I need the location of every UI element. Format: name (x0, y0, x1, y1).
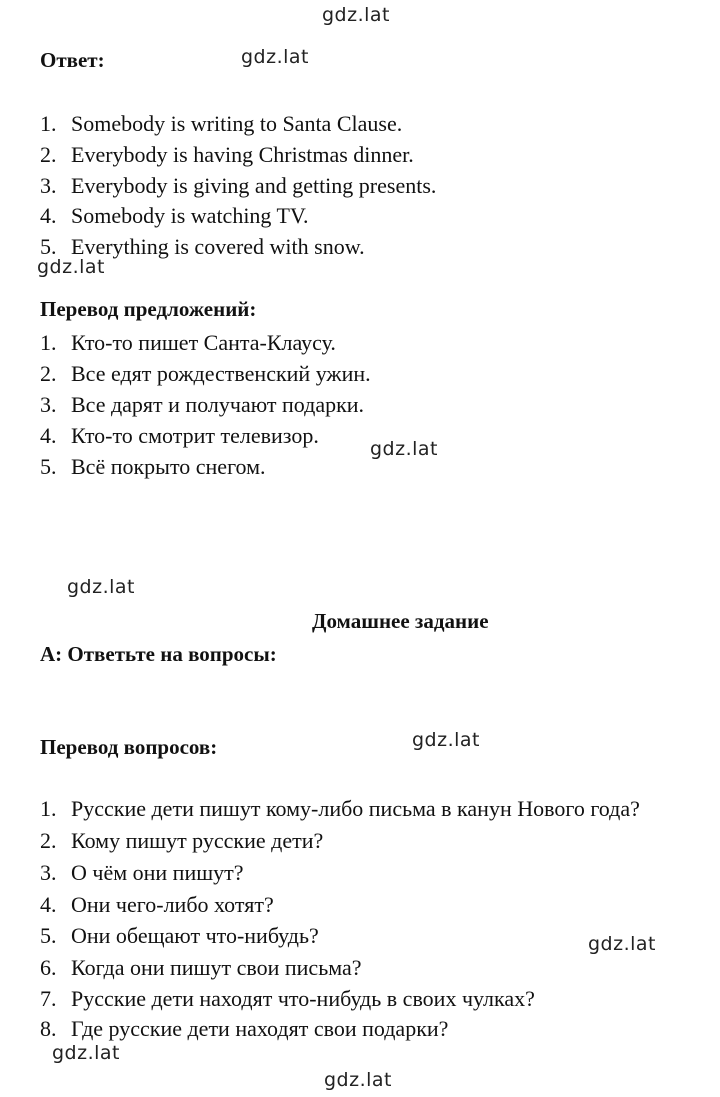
item-text: Где русские дети находят свои подарки? (71, 1016, 449, 1041)
item-text: Somebody is watching TV. (71, 203, 309, 228)
item-number: 5. (40, 234, 57, 259)
list-item (40, 173, 436, 199)
homework-title: Домашнее задание (312, 609, 489, 633)
item-text: Everything is covered with snow. (71, 234, 365, 259)
item-text: Русские дети пишут кому-либо письма в канун Нового года? (71, 796, 640, 821)
item-text: Кто-то пишет Санта-Клаусу. (71, 330, 336, 355)
item-number: 5. (40, 454, 57, 479)
item-number: 4. (40, 203, 57, 228)
list-item (40, 330, 336, 356)
list-item (40, 234, 365, 260)
item-number: 4. (40, 892, 57, 917)
item-number: 3. (40, 860, 57, 885)
item-number: 2. (40, 142, 57, 167)
list-item (40, 454, 266, 480)
watermark: gdz.lat (37, 256, 106, 278)
item-text: Кто-то смотрит телевизор. (71, 423, 319, 448)
list-item (40, 860, 244, 886)
watermark: gdz.lat (241, 46, 310, 68)
watermark: gdz.lat (322, 4, 391, 26)
list-item (40, 111, 402, 137)
sentence-translation-heading: Перевод предложений: (40, 297, 257, 321)
watermark: gdz.lat (412, 729, 481, 751)
item-number: 1. (40, 330, 57, 355)
list-item (40, 423, 319, 449)
item-text: Всё покрыто снегом. (71, 454, 266, 479)
item-text: Кому пишут русские дети? (71, 828, 324, 853)
answer-heading: Ответ: (40, 48, 105, 72)
item-text: Somebody is writing to Santa Clause. (71, 111, 403, 136)
list-item (40, 392, 364, 418)
item-text: Они чего-либо хотят? (71, 892, 274, 917)
item-number: 8. (40, 1016, 57, 1041)
list-item (40, 203, 309, 229)
list-item (40, 142, 414, 168)
list-item (40, 361, 371, 387)
item-number: 7. (40, 986, 57, 1011)
list-item (40, 796, 640, 822)
item-number: 1. (40, 796, 57, 821)
item-number: 1. (40, 111, 57, 136)
list-item (40, 1016, 448, 1042)
list-item (40, 986, 535, 1012)
watermark: gdz.lat (67, 576, 136, 598)
item-number: 3. (40, 392, 57, 417)
item-text: Когда они пишут свои письма? (71, 955, 362, 980)
watermark: gdz.lat (324, 1069, 393, 1091)
item-text: Русские дети находят что-нибудь в своих чулках? (71, 986, 535, 1011)
question-translation-heading: Перевод вопросов: (40, 735, 218, 759)
item-number: 6. (40, 955, 57, 980)
list-item (40, 955, 362, 981)
watermark: gdz.lat (52, 1042, 121, 1064)
item-text: Все дарят и получают подарки. (71, 392, 365, 417)
item-text: О чём они пишут? (71, 860, 244, 885)
watermark: gdz.lat (370, 438, 439, 460)
list-item (40, 923, 319, 949)
list-item (40, 828, 323, 854)
item-number: 5. (40, 923, 57, 948)
item-number: 4. (40, 423, 57, 448)
list-item (40, 892, 274, 918)
watermark: gdz.lat (588, 933, 657, 955)
item-text: Everybody is giving and getting presents. (71, 173, 437, 198)
item-text: Все едят рождественский ужин. (71, 361, 371, 386)
item-number: 3. (40, 173, 57, 198)
item-number: 2. (40, 361, 57, 386)
item-number: 2. (40, 828, 57, 853)
item-text: Они обещают что-нибудь? (71, 923, 319, 948)
task-a-heading: А: Ответьте на вопросы: (40, 642, 277, 666)
item-text: Everybody is having Christmas dinner. (71, 142, 414, 167)
